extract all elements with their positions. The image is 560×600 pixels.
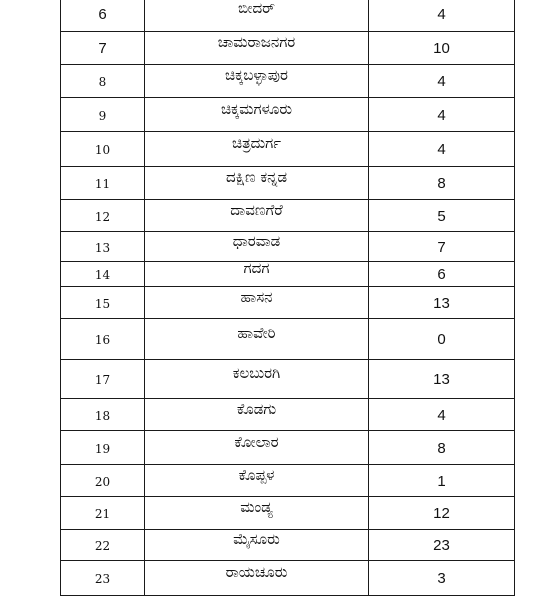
table-row (61, 287, 515, 319)
count-cell: 7 (369, 232, 515, 262)
district-name-cell: ಕೋಲಾರ (145, 431, 369, 465)
table-row (61, 167, 515, 200)
count-cell: 4 (369, 65, 515, 98)
row-number-cell: 6 (61, 0, 145, 32)
district-name-cell: ಚಿಕ್ಕಬಳ್ಳಾಪುರ (145, 65, 369, 98)
count-cell: 23 (369, 530, 515, 561)
district-name-cell: ಹಾವೇರಿ (145, 319, 369, 360)
count-cell: 4 (369, 399, 515, 431)
count-cell: 13 (369, 360, 515, 399)
count-cell: 5 (369, 200, 515, 232)
district-name-cell: ರಾಯಚೂರು (145, 561, 369, 596)
table-row (61, 200, 515, 232)
district-name-cell: ಕಲಬುರಗಿ (145, 360, 369, 399)
district-name-cell: ಮಂಡ್ಯ (145, 497, 369, 530)
table-row (61, 262, 515, 287)
district-name-cell: ಹಾಸನ (145, 287, 369, 319)
count-cell: 4 (369, 132, 515, 167)
row-number-cell: 22 (61, 530, 145, 561)
count-cell: 6 (369, 262, 515, 287)
row-number-cell: 20 (61, 465, 145, 497)
row-number-cell: 18 (61, 399, 145, 431)
count-cell: 4 (369, 0, 515, 32)
table-row (61, 561, 515, 596)
district-count-table (60, 0, 515, 596)
count-cell: 8 (369, 431, 515, 465)
row-number-cell: 7 (61, 32, 145, 65)
table-row (61, 32, 515, 65)
row-number-cell: 8 (61, 65, 145, 98)
count-cell: 1 (369, 465, 515, 497)
district-name-cell: ಚಿಕ್ಕಮಗಳೂರು (145, 98, 369, 132)
row-number-cell: 15 (61, 287, 145, 319)
district-name-cell: ಕೊಡಗು (145, 399, 369, 431)
count-cell: 8 (369, 167, 515, 200)
table-row (61, 399, 515, 431)
table-row (61, 0, 515, 32)
table-row (61, 465, 515, 497)
district-name-cell: ಬೀದರ್ (145, 0, 369, 32)
table-row (61, 232, 515, 262)
row-number-cell: 9 (61, 98, 145, 132)
row-number-cell: 19 (61, 431, 145, 465)
count-cell: 10 (369, 32, 515, 65)
row-number-cell: 14 (61, 262, 145, 287)
row-number-cell: 11 (61, 167, 145, 200)
table-body (61, 0, 515, 596)
count-cell: 4 (369, 98, 515, 132)
table-row (61, 360, 515, 399)
row-number-cell: 23 (61, 561, 145, 596)
count-cell: 13 (369, 287, 515, 319)
district-name-cell: ಮೈಸೂರು (145, 530, 369, 561)
table-row (61, 132, 515, 167)
table-row (61, 431, 515, 465)
table-row (61, 65, 515, 98)
count-cell: 12 (369, 497, 515, 530)
row-number-cell: 21 (61, 497, 145, 530)
table-row (61, 530, 515, 561)
row-number-cell: 17 (61, 360, 145, 399)
table-row (61, 497, 515, 530)
district-name-cell: ದಕ್ಷಿಣ ಕನ್ನಡ (145, 167, 369, 200)
count-cell: 3 (369, 561, 515, 596)
district-name-cell: ಚಾಮರಾಜನಗರ (145, 32, 369, 65)
row-number-cell: 16 (61, 319, 145, 360)
row-number-cell: 10 (61, 132, 145, 167)
district-name-cell: ಗದಗ (145, 262, 369, 287)
count-cell: 0 (369, 319, 515, 360)
row-number-cell: 13 (61, 232, 145, 262)
table-row (61, 98, 515, 132)
district-name-cell: ಕೊಪ್ಪಳ (145, 465, 369, 497)
table-row (61, 319, 515, 360)
row-number-cell: 12 (61, 200, 145, 232)
district-name-cell: ಧಾರವಾಡ (145, 232, 369, 262)
district-name-cell: ದಾವಣಗೆರೆ (145, 200, 369, 232)
district-name-cell: ಚಿತ್ರದುರ್ಗ (145, 132, 369, 167)
